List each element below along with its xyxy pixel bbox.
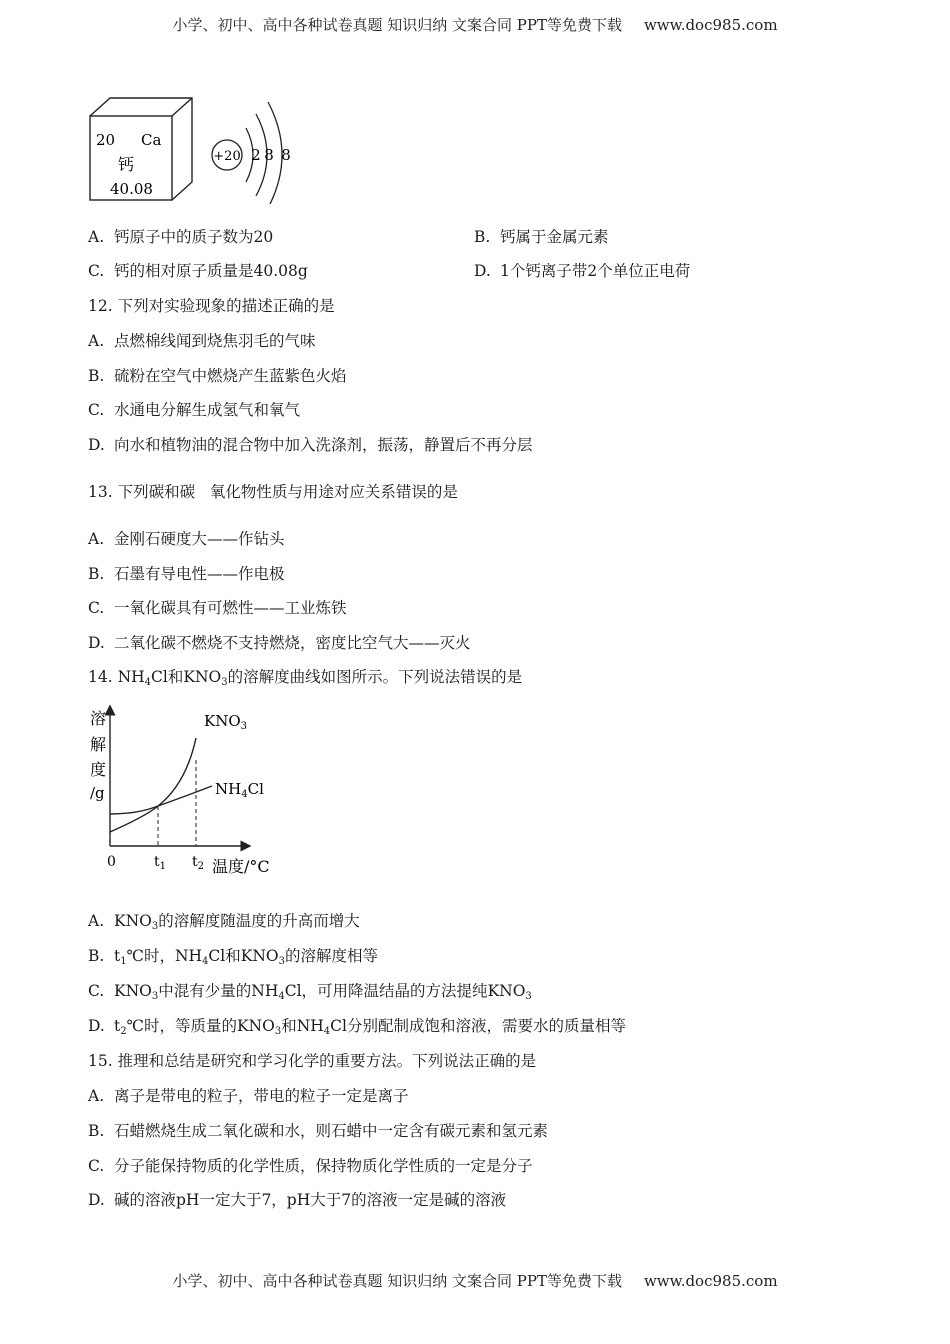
- q13-option-d: D. 二氧化碳不燃烧不支持燃烧，密度比空气大——灭火: [88, 634, 471, 652]
- q14-stem: 14. $NH_4Cl$和$KNO_3$的溶解度曲线如图所示。下列说法错误的是: [88, 668, 523, 688]
- nucleus-charge: +20: [213, 149, 241, 164]
- shell-electrons-2: 8: [264, 146, 274, 164]
- nh4cl-curve: [110, 786, 212, 814]
- q14-option-c: C. $KNO_3$中混有少量的$NH_4Cl$，可用降温结晶的方法提纯$KNO_3$: [88, 982, 532, 1002]
- element-mass: 40.08: [110, 180, 153, 198]
- q12-stem: 12. 下列对实验现象的描述正确的是: [88, 297, 335, 315]
- ylabel-char-4: /g: [90, 784, 105, 802]
- q11-option-b: B. 钙属于金属元素: [474, 228, 609, 246]
- element-name: 钙: [118, 155, 135, 174]
- element-symbol: Ca: [141, 131, 162, 149]
- shell-electrons-3: 8: [281, 146, 291, 164]
- q12-option-c: C. 水通电分解生成氢气和氧气: [88, 401, 301, 419]
- origin-label: 0: [107, 854, 116, 870]
- solubility-chart: [86, 700, 282, 882]
- calcium-element-figure: [88, 96, 303, 204]
- ylabel-char-1: 溶: [90, 709, 107, 728]
- q12-option-a: A. 点燃棉线闻到烧焦羽毛的气味: [88, 332, 316, 350]
- q14-option-a: A. $KNO_3$的溶解度随温度的升高而增大: [88, 912, 360, 932]
- q13-option-a: A. 金刚石硬度大——作钻头: [88, 530, 285, 548]
- q11-option-a: A. 钙原子中的质子数为20: [88, 228, 274, 246]
- q13-option-b: B. 石墨有导电性——作电极: [88, 565, 285, 583]
- q12-option-d: D. 向水和植物油的混合物中加入洗涤剂，振荡，静置后不再分层: [88, 436, 533, 454]
- footer-site: www.doc985.com: [643, 1272, 778, 1290]
- ylabel-char-2: 解: [90, 735, 107, 754]
- q13-option-c: C. 一氧化碳具有可燃性——工业炼铁: [88, 599, 347, 617]
- q12-option-b: B. 硫粉在空气中燃烧产生蓝紫色火焰: [88, 367, 347, 385]
- q13-stem: 13. 下列碳和碳 氧化物性质与用途对应关系错误的是: [88, 483, 458, 501]
- shell-electrons-1: 2: [251, 146, 261, 164]
- q15-stem: 15. 推理和总结是研究和学习化学的重要方法。下列说法正确的是: [88, 1052, 537, 1070]
- footer-text: 小学、初中、高中各种试卷真题 知识归纳 文案合同 PPT等免费下载: [172, 1272, 622, 1290]
- page-header: [0, 14, 950, 35]
- nh4cl-label: $NH_4Cl$: [215, 780, 264, 800]
- ylabel-char-3: 度: [90, 760, 107, 779]
- header-site: www.doc985.com: [643, 16, 778, 34]
- q14-option-b: B. $t_1℃$时，$NH_4Cl$和$KNO_3$的溶解度相等: [88, 947, 379, 967]
- kno3-label: $KNO_3$: [204, 712, 248, 732]
- q11-option-c: C. 钙的相对原子质量是40.08g: [88, 262, 308, 280]
- tick-label-t1: $t_1$: [154, 854, 167, 872]
- xlabel: 温度/°C: [212, 857, 270, 876]
- header-text: 小学、初中、高中各种试卷真题 知识归纳 文案合同 PPT等免费下载: [172, 16, 622, 34]
- q11-option-d: D. 1个钙离子带2个单位正电荷: [474, 262, 691, 280]
- q15-option-b: B. 石蜡燃烧生成二氧化碳和水，则石蜡中一定含有碳元素和氢元素: [88, 1122, 549, 1140]
- page-footer: [0, 1270, 950, 1291]
- q15-option-d: D. 碱的溶液pH一定大于7，pH大于7的溶液一定是碱的溶液: [88, 1191, 507, 1209]
- kno3-curve: [110, 738, 196, 832]
- q15-option-c: C. 分子能保持物质的化学性质，保持物质化学性质的一定是分子: [88, 1157, 533, 1175]
- q15-option-a: A. 离子是带电的粒子，带电的粒子一定是离子: [88, 1087, 409, 1105]
- q14-option-d: D. $t_2℃$时，等质量的$KNO_3$和$NH_4Cl$分别配制成饱和溶液，需要水的质量相等: [88, 1017, 627, 1037]
- tick-label-t2: $t_2$: [192, 854, 205, 872]
- element-number: 20: [96, 131, 116, 149]
